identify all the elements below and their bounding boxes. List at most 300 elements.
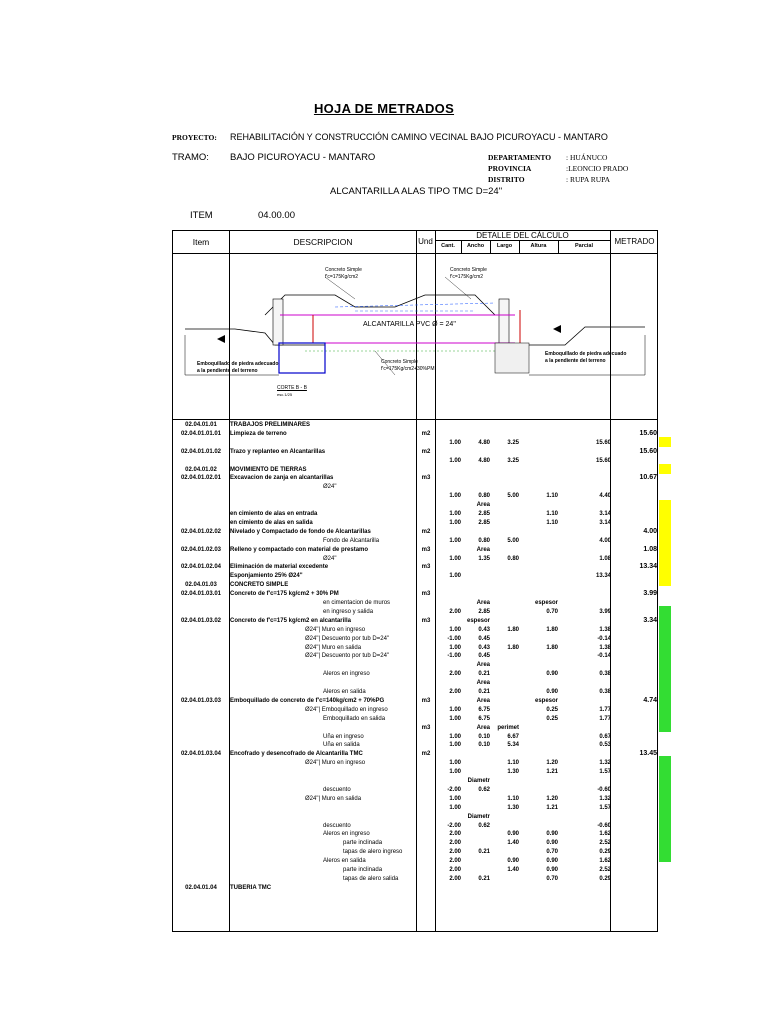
cell-parc: 3.14 <box>599 511 611 517</box>
cell-desc: Trazo y replanteo en Alcantarillas <box>230 448 326 455</box>
cell-alt: 0.90 <box>546 689 558 695</box>
cell-desc: parte inclinada <box>343 867 383 873</box>
table-row <box>173 670 659 678</box>
cell-und: m3 <box>421 697 431 704</box>
cell-code: 02.04.01.02.04 <box>180 564 222 571</box>
label-emb-right-1: Emboquillado de piedra adecuado <box>545 351 627 357</box>
table-row <box>173 555 659 563</box>
cell-desc: Ø24"| Muro en ingreso <box>305 760 366 767</box>
cell-desc: TRABAJOS PRELIMINARES <box>230 422 311 428</box>
cell-parc: 2.52 <box>599 840 611 847</box>
departamento-label: DEPARTAMENTO <box>488 153 552 162</box>
cell-parc: 1.38 <box>599 644 611 651</box>
cell-ancho: 0.21 <box>478 671 490 678</box>
table-row <box>173 679 659 687</box>
cell-alt: 1.10 <box>546 519 558 526</box>
departamento-value: : HUÁNUCO <box>566 153 608 162</box>
cell-ancho: Diametr <box>467 813 490 820</box>
cell-desc: Relleno y compactado con material de prestamo <box>230 546 369 553</box>
cell-cant: 2.00 <box>449 671 461 678</box>
table-row <box>173 572 659 580</box>
tramo-value: BAJO PICUROYACU - MANTARO <box>230 152 376 163</box>
distrito-value: : RUPA RUPA <box>566 175 611 184</box>
cell-desc: Aleros en salida <box>323 858 366 865</box>
cell-desc: Ø24" <box>323 484 337 491</box>
cell-ancho: 0.43 <box>478 644 490 651</box>
cell-desc: en cimiento de alas en entrada <box>230 511 318 517</box>
table-row <box>173 697 659 705</box>
cell-desc: Ø24"| Muro en salida <box>305 644 362 651</box>
cell-met: 15.60 <box>639 429 657 437</box>
cell-cant: 2.00 <box>449 858 461 865</box>
distrito-label: DISTRITO <box>488 175 525 184</box>
cell-cant: 1.00 <box>449 795 461 802</box>
cell-met: 13.45 <box>639 750 657 758</box>
table-row <box>173 822 659 830</box>
provincia-value: :LEONCIO PRADO <box>566 164 629 173</box>
cell-largo: 3.25 <box>507 439 519 446</box>
cell-cant: 2.00 <box>449 875 461 882</box>
cell-parc: 4.00 <box>599 537 611 544</box>
cell-code: 02.04.01.02 <box>185 466 217 473</box>
cell-code: 02.04.01.03 <box>185 582 217 589</box>
cell-cant: 1.00 <box>449 706 461 713</box>
table-row <box>173 830 659 838</box>
cell-largo: perimet <box>497 724 519 731</box>
label-corte: CORTE B - B <box>277 385 307 391</box>
table-row <box>173 804 659 812</box>
cell-cant: 1.00 <box>449 519 461 526</box>
cell-largo: 1.80 <box>507 626 519 633</box>
cell-cant: 1.00 <box>449 537 461 544</box>
cell-ancho: espesor <box>466 617 490 624</box>
th-altura: Altura <box>530 243 547 249</box>
cell-largo: 5.34 <box>507 742 519 749</box>
label-escala: esc.1/25 <box>277 392 293 397</box>
cell-und: m3 <box>421 724 431 731</box>
cell-parc: 0.38 <box>599 671 611 678</box>
table-row <box>173 599 659 607</box>
table-row <box>173 528 659 536</box>
cell-ancho: 2.85 <box>478 511 490 517</box>
th-item: Item <box>192 237 210 247</box>
cell-ancho: 2.85 <box>478 608 490 615</box>
cell-alt: 1.80 <box>546 626 558 633</box>
cell-desc: Encofrado y desencofrado de Alcantarilla TMC <box>230 751 363 758</box>
cell-alt: 0.70 <box>546 849 558 856</box>
cell-met: 1.08 <box>643 545 657 553</box>
highlight-bar-yellow <box>659 500 671 586</box>
label-fc-2: f'c=175Kg/cm2 <box>450 274 484 280</box>
cell-largo: 1.30 <box>507 769 519 776</box>
table-row <box>173 688 659 696</box>
cell-parc: 2.52 <box>599 867 611 873</box>
table-row <box>173 608 659 616</box>
table-row <box>173 848 659 856</box>
cell-ancho: 6.75 <box>478 706 490 713</box>
cell-parc: 0.67 <box>599 733 611 740</box>
table-row <box>173 759 659 767</box>
cell-alt: 0.90 <box>546 831 558 838</box>
cell-code: 02.04.01.04 <box>185 884 217 891</box>
cell-desc: Esponjamiento 25% Ø24" <box>230 573 303 580</box>
cell-alt: 1.21 <box>546 769 558 776</box>
cell-cant: 1.00 <box>449 760 461 767</box>
cell-largo: 1.40 <box>507 840 519 847</box>
cell-ancho: Area <box>476 697 490 704</box>
label-concreto-1: Concreto Simple <box>325 267 362 273</box>
cell-cant: 1.00 <box>449 769 461 776</box>
table-row <box>173 546 659 554</box>
cell-met: 3.99 <box>643 590 657 598</box>
cell-desc: TUBERIA TMC <box>230 884 272 891</box>
cell-met: 15.60 <box>639 447 657 455</box>
table-row <box>173 617 659 625</box>
cell-ancho: 0.80 <box>478 493 490 500</box>
table-row <box>173 581 659 589</box>
cell-cant: 2.00 <box>449 831 461 838</box>
table-row <box>173 866 659 874</box>
cell-parc: -0.60 <box>597 786 611 793</box>
cell-cant: 1.00 <box>449 555 461 562</box>
cell-desc: tapas de alero salida <box>343 875 399 882</box>
cell-ancho: 0.45 <box>478 653 490 660</box>
cell-ancho: 0.62 <box>478 786 490 793</box>
cell-desc: Ø24"| Muro en salida <box>305 795 362 802</box>
table-row <box>173 492 659 500</box>
cell-code: 02.04.01.03.04 <box>180 751 222 758</box>
cell-parc: 15.60 <box>595 457 611 464</box>
cell-largo: 6.67 <box>507 733 519 740</box>
cell-desc: Fondo de Alcantarilla <box>323 537 380 544</box>
cell-alt: 0.25 <box>546 715 558 722</box>
cell-cant: 2.00 <box>449 867 461 873</box>
cell-alt: 0.70 <box>546 608 558 615</box>
th-parcial: Parcial <box>574 243 594 249</box>
table-row <box>173 626 659 634</box>
cell-largo: 0.80 <box>507 555 519 562</box>
cell-ancho: Area <box>476 724 490 731</box>
cell-desc: Ø24"| Emboquillado en ingreso <box>305 706 388 713</box>
item-value: 04.00.00 <box>258 210 295 221</box>
cell-cant: 1.00 <box>449 573 461 580</box>
cell-desc: descuento <box>323 786 351 793</box>
cell-alt: 0.90 <box>546 858 558 865</box>
cell-largo: 1.10 <box>507 760 519 767</box>
cell-alt: 0.90 <box>546 671 558 678</box>
cell-ancho: Area <box>476 680 490 687</box>
cell-ancho: 0.45 <box>478 635 490 642</box>
cell-und: m3 <box>421 617 431 624</box>
cell-desc: tapas de alero ingreso <box>343 849 403 856</box>
th-und: Und <box>418 237 433 246</box>
cell-cant: 2.00 <box>449 689 461 695</box>
cell-ancho: Area <box>476 600 490 606</box>
cell-cant: 1.00 <box>449 457 461 464</box>
cell-desc: Ø24"| Descuento por tub D=24" <box>305 653 390 660</box>
cell-desc: descuento <box>323 822 351 829</box>
cell-alt: espesor <box>534 697 558 704</box>
drawing-divider <box>173 419 657 420</box>
cell-ancho: 0.21 <box>478 875 490 882</box>
cell-parc: 1.77 <box>599 706 611 713</box>
cell-ancho: 4.80 <box>478 457 490 464</box>
cell-parc: 1.77 <box>599 715 611 722</box>
cell-parc: 1.38 <box>599 626 611 633</box>
cell-ancho: 0.43 <box>478 626 490 633</box>
cell-und: m2 <box>421 528 431 535</box>
cell-ancho: 0.80 <box>478 537 490 544</box>
table-row <box>173 813 659 821</box>
cell-cant: 1.00 <box>449 715 461 722</box>
metrados-table <box>172 230 658 932</box>
cell-cant: -1.00 <box>447 653 461 660</box>
cell-ancho: Area <box>476 546 490 553</box>
table-row <box>173 537 659 545</box>
cell-alt: espesor <box>534 600 558 606</box>
cell-code: 02.04.01.02.01 <box>180 475 222 482</box>
highlight-bar-yellow <box>659 437 671 447</box>
cell-alt: 1.80 <box>546 644 558 651</box>
label-emb-left-1: Emboquillado de piedra adecuado <box>197 361 279 367</box>
cell-code: 02.04.01.03.03 <box>180 697 222 704</box>
cell-ancho: 0.10 <box>478 733 490 740</box>
table-row <box>173 510 659 518</box>
page-title: HOJA DE METRADOS <box>313 101 455 116</box>
cell-desc: Aleros en ingreso <box>323 831 370 838</box>
cell-cant: 2.00 <box>449 608 461 615</box>
cell-parc: -0.14 <box>597 653 611 660</box>
cell-largo: 0.90 <box>507 858 519 865</box>
proyecto-label: PROYECTO: <box>172 133 217 142</box>
cell-ancho: 0.62 <box>478 822 490 829</box>
cell-parc: 13.34 <box>595 573 611 580</box>
cell-alt: 0.90 <box>546 840 558 847</box>
cell-desc: Emboquillado en salida <box>323 715 386 722</box>
cell-ancho: Area <box>476 502 490 509</box>
cell-parc: 0.38 <box>599 689 611 695</box>
cell-parc: -0.14 <box>597 635 611 642</box>
cell-met: 4.00 <box>643 527 657 535</box>
cell-parc: 1.32 <box>599 795 611 802</box>
cell-ancho: 2.85 <box>478 519 490 526</box>
cell-desc: en ingreso y salida <box>323 608 374 615</box>
cell-desc: Nivelado y Compactado de fondo de Alcantarillas <box>230 528 371 535</box>
highlight-bar-green <box>659 756 671 862</box>
cell-cant: 1.00 <box>449 644 461 651</box>
cell-desc: Aleros en ingreso <box>323 671 370 678</box>
cell-code: 02.04.01.03.01 <box>180 591 222 598</box>
table-row <box>173 706 659 714</box>
th-detalle: DETALLE DEL CÁLCULO <box>476 231 569 240</box>
cell-cant: 1.00 <box>449 804 461 811</box>
highlight-bar-yellow <box>659 464 671 474</box>
label-emb-left-2: a la pendiente del terreno <box>197 368 258 374</box>
cell-desc: Concreto de f'c=175 kg/cm2 + 30% PM <box>230 591 339 598</box>
cell-ancho: 0.10 <box>478 742 490 749</box>
cell-und: m3 <box>421 546 431 553</box>
table-row <box>173 519 659 527</box>
cell-desc: Ø24"| Descuento por tub D=24" <box>305 635 390 642</box>
cell-largo: 1.30 <box>507 804 519 811</box>
cell-cant: 1.00 <box>449 733 461 740</box>
cell-parc: 3.14 <box>599 519 611 526</box>
cell-code: 02.04.01.02.03 <box>180 546 222 553</box>
cell-parc: 0.53 <box>599 742 611 749</box>
cell-desc: Ø24" <box>323 555 337 562</box>
cell-alt: 0.70 <box>546 875 558 882</box>
cell-ancho: 0.21 <box>478 849 490 856</box>
cell-cant: 1.00 <box>449 742 461 749</box>
cell-ancho: 0.21 <box>478 689 490 695</box>
cell-code: 02.04.01.01 <box>185 422 217 428</box>
cell-cant: 1.00 <box>449 626 461 633</box>
th-ancho: Ancho <box>466 243 485 249</box>
cell-parc: 4.40 <box>599 493 611 500</box>
th-metrado: METRADO <box>614 237 655 246</box>
table-row <box>173 448 659 456</box>
cell-code: 02.04.01.01.01 <box>180 430 222 437</box>
cell-desc: Ø24"| Muro en ingreso <box>305 626 366 633</box>
table-row <box>173 466 659 474</box>
cell-desc: Emboquillado de concreto de f'c=140kg/cm2 + 70%PG <box>230 697 385 704</box>
cell-desc: Uña en ingreso <box>323 733 364 740</box>
table-row <box>173 483 659 491</box>
table-row <box>173 795 659 803</box>
table-row <box>173 724 659 732</box>
cell-ancho: 6.75 <box>478 715 490 722</box>
cell-und: m3 <box>421 475 431 482</box>
cell-cant: -1.00 <box>447 635 461 642</box>
cell-met: 3.34 <box>643 616 657 624</box>
cell-alt: 0.25 <box>546 706 558 713</box>
cell-desc: Aleros en salida <box>323 689 366 695</box>
cell-parc: 0.29 <box>599 875 611 882</box>
th-descripcion: DESCRIPCION <box>293 237 353 247</box>
proyecto-value: REHABILITACIÓN Y CONSTRUCCIÓN CAMINO VECINAL BAJO PICUROYACU - MANTARO <box>230 132 608 142</box>
table-row <box>173 644 659 652</box>
cell-parc: 1.62 <box>599 831 611 838</box>
cell-und: m3 <box>421 564 431 571</box>
label-emb-right-2: a la pendiente del terreno <box>545 358 606 364</box>
cell-largo: 5.00 <box>507 537 519 544</box>
table-row <box>173 741 659 749</box>
table-row <box>173 474 659 482</box>
table-row <box>173 590 659 598</box>
cell-parc: 1.62 <box>599 858 611 865</box>
label-alcantarilla: ALCANTARILLA PVC Ø = 24" <box>363 321 456 328</box>
table-row <box>173 715 659 723</box>
cell-cant: -2.00 <box>447 822 461 829</box>
cell-desc: Limpieza de terreno <box>230 430 287 437</box>
table-row <box>173 457 659 465</box>
label-fc-3: f'c=175Kg/cm2+30%PM <box>381 366 435 372</box>
cell-desc: Concreto de f'c=175 kg/cm2 en alcantarilla <box>230 617 351 624</box>
table-row <box>173 661 659 669</box>
label-fc-1: f'c=175Kg/cm2 <box>325 274 359 280</box>
cell-parc: 1.32 <box>599 760 611 767</box>
table-row <box>173 439 659 447</box>
cell-cant: 1.00 <box>449 511 461 517</box>
table-row <box>173 501 659 509</box>
table-row <box>173 857 659 865</box>
cell-cant: 1.00 <box>449 493 461 500</box>
cell-alt: 1.10 <box>546 511 558 517</box>
cell-parc: 1.57 <box>599 769 611 776</box>
cell-ancho: 1.35 <box>478 555 490 562</box>
cell-und: m2 <box>421 430 431 437</box>
cell-desc: Eliminación de material excedente <box>230 564 329 571</box>
table-row <box>173 733 659 741</box>
cell-cant: -2.00 <box>447 786 461 793</box>
table-row <box>173 652 659 660</box>
cell-cant: 1.00 <box>449 439 461 446</box>
table-row <box>173 768 659 776</box>
cell-desc: en cimentacion de muros <box>323 600 391 606</box>
alcantarilla-drawing <box>175 255 655 417</box>
cell-met: 4.74 <box>643 696 657 704</box>
cell-parc: 15.60 <box>595 439 611 446</box>
cell-cant: 2.00 <box>449 840 461 847</box>
th-cant: Cant. <box>441 243 455 249</box>
item-label: ITEM <box>190 210 213 221</box>
cell-largo: 5.00 <box>507 493 519 500</box>
cell-met: 10.67 <box>639 474 657 482</box>
cell-code: 02.04.01.03.02 <box>180 617 222 624</box>
cell-desc: Excavacion de zanja en alcantarillas <box>230 475 334 482</box>
cell-desc: parte inclinada <box>343 840 383 847</box>
label-concreto-3: Concreto Simple <box>381 359 418 365</box>
cell-alt: 1.21 <box>546 804 558 811</box>
table-row <box>173 750 659 758</box>
table-row <box>173 786 659 794</box>
table-row <box>173 884 659 892</box>
cell-und: m2 <box>421 448 431 455</box>
cell-parc: 3.99 <box>599 608 611 615</box>
cell-cant: 2.00 <box>449 849 461 856</box>
cell-largo: 1.40 <box>507 867 519 873</box>
cell-desc: Uña en salida <box>323 742 360 749</box>
cell-desc: MOVIMIENTO DE TIERRAS <box>230 466 307 473</box>
cell-ancho: Diametr <box>467 778 490 784</box>
table-row <box>173 563 659 571</box>
cell-largo: 1.10 <box>507 795 519 802</box>
table-row <box>173 839 659 847</box>
cell-code: 02.04.01.01.02 <box>180 448 222 455</box>
cell-ancho: 4.80 <box>478 439 490 446</box>
cell-und: m2 <box>421 751 431 758</box>
provincia-label: PROVINCIA <box>488 164 532 173</box>
table-row <box>173 430 659 438</box>
tramo-label: TRAMO: <box>172 152 209 163</box>
cell-largo: 1.80 <box>507 644 519 651</box>
cell-alt: 1.20 <box>546 760 558 767</box>
cell-alt: 1.10 <box>546 493 558 500</box>
subtitle: ALCANTARILLA ALAS TIPO TMC D=24" <box>330 186 503 197</box>
cell-parc: 0.29 <box>599 849 611 856</box>
label-concreto-2: Concreto Simple <box>450 267 487 273</box>
cell-desc: en cimiento de alas en salida <box>230 519 313 526</box>
th-largo: Largo <box>496 243 513 249</box>
cell-largo: 0.90 <box>507 831 519 838</box>
cell-alt: 1.20 <box>546 795 558 802</box>
cell-parc: 1.57 <box>599 804 611 811</box>
cell-code: 02.04.01.02.02 <box>180 528 222 535</box>
table-row <box>173 875 659 883</box>
table-row <box>173 421 659 429</box>
cell-largo: 3.25 <box>507 457 519 464</box>
cell-parc: 1.08 <box>599 555 611 562</box>
